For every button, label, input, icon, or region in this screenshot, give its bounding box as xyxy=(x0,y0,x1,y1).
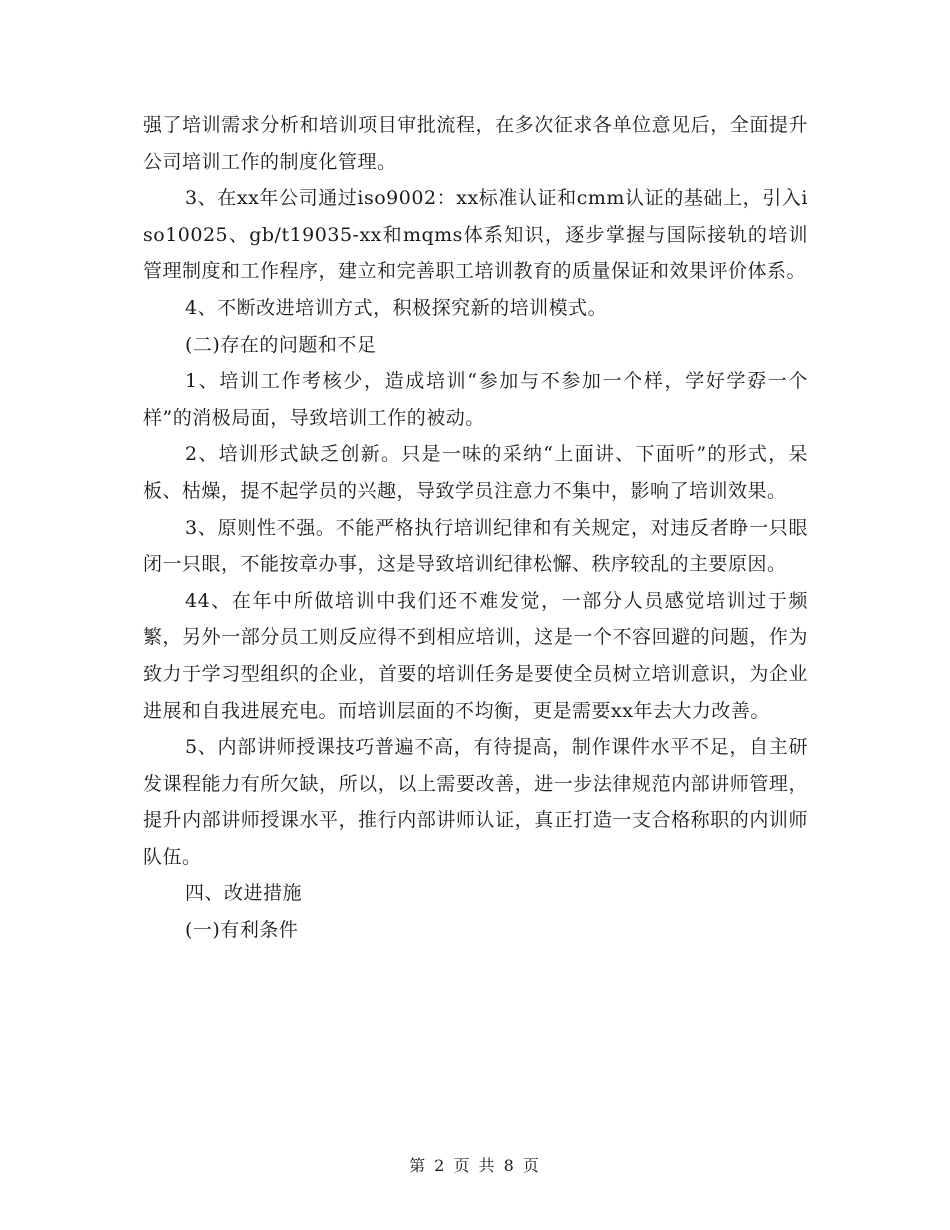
paragraph-7: 44、在年中所做培训中我们还不难发觉，一部分人员感觉培训过于频繁，另外一部分员工则反应得不到相应培训，这是一个不容回避的问题，作为致力于学习型组织的企业，首要的培训任务是要使全员树立培训意识，为企业进展和自我进展充电。而培训层面的不均衡，更是需要xx年去大力改善。 xyxy=(143,589,808,722)
paragraph-1: 强了培训需求分析和培训项目审批流程，在多次征求各单位意见后，全面提升公司培训工作的制度化管理。 xyxy=(143,114,808,173)
paragraph-3: 4、不断改进培训方式，积极探究新的培训模式。 xyxy=(185,296,608,319)
paragraph-5: 2、培训形式缺乏创新。只是一味的采纳“上面讲、下面听”的形式，呆板、枯燥，提不起学员的兴趣，导致学员注意力不集中，影响了培训效果。 xyxy=(143,443,808,502)
page-footer: 第 2 页 共 8 页 xyxy=(409,1156,541,1175)
paragraph-6: 3、原则性不强。不能严格执行培训纪律和有关规定，对违反者睁一只眼闭一只眼，不能按章办事，这是导致培训纪律松懈、秩序较乱的主要原因。 xyxy=(143,516,808,576)
section-heading-improvements: 四、改进措施 xyxy=(185,882,303,905)
paragraph-2: 3、在xx年公司通过iso9002：xx标准认证和cmm认证的基础上，引入iso10025、gb/t19035-xx和mqms体系知识，逐步掌握与国际接轨的培训管理制度和工作程序，建立和完善职工培训教育的质量保证和效果评价体系。 xyxy=(143,187,808,283)
section-heading-problems: (二)存在的问题和不足 xyxy=(185,333,377,356)
document-body xyxy=(143,107,808,949)
paragraph-4: 1、培训工作考核少，造成培训“参加与不参加一个样，学好学孬一个样”的消极局面，导致培训工作的被动。 xyxy=(143,370,808,429)
section-heading-favorable: (一)有利条件 xyxy=(185,919,299,942)
paragraph-8: 5、内部讲师授课技巧普遍不高，有待提高，制作课件水平不足，自主研发课程能力有所欠缺，所以，以上需要改善，进一步法律规范内部讲师管理，提升内部讲师授课水平，推行内部讲师认证，真正打造一支合格称职的内训师队伍。 xyxy=(143,736,808,868)
